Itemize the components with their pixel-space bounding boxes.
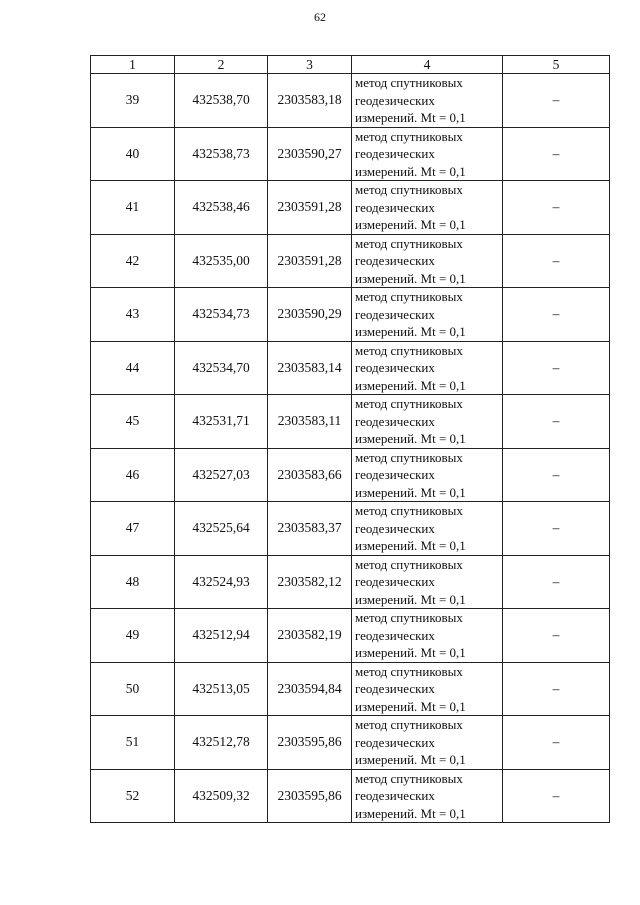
method-line: геодезических [355,92,435,108]
point-number-cell: 42 [91,234,175,288]
table-row [91,395,610,449]
method-line: геодезических [355,788,435,803]
method-line: измерений. Mt = 0,1 [355,270,466,286]
y-coordinate-cell: 2303582,12 [268,555,352,609]
table-row [91,769,610,823]
point-number-cell: 45 [91,395,175,449]
x-coordinate-cell: 432534,73 [175,288,268,342]
method-line: метод спутниковых [355,503,463,518]
method-cell [352,395,503,449]
method-cell [352,181,503,235]
x-coordinate-cell: 432524,93 [175,555,268,609]
y-coordinate-cell: 2303583,11 [268,395,352,449]
note-cell: – [503,769,610,823]
x-coordinate-cell: 432531,71 [175,395,268,449]
y-coordinate-cell: 2303591,28 [268,181,352,235]
note-cell: – [503,395,610,449]
table-row [91,74,610,128]
method-line: геодезических [355,467,435,482]
point-number-cell: 51 [91,716,175,770]
note-cell: – [503,234,610,288]
method-line: измерений. Mt = 0,1 [355,484,466,500]
point-number-cell: 41 [91,181,175,235]
table-row [91,716,610,770]
x-coordinate-cell: 432538,70 [175,74,268,128]
method-cell [352,341,503,395]
method-cell [352,448,503,502]
x-coordinate-cell: 432527,03 [175,448,268,502]
method-line: метод спутниковых [355,128,463,144]
table-row [91,502,610,556]
header-col-2: 2 [175,56,268,74]
method-line: измерений. Mt = 0,1 [355,538,466,553]
y-coordinate-cell: 2303590,27 [268,127,352,181]
note-cell: – [503,502,610,556]
table-header [91,56,610,74]
method-cell [352,609,503,663]
table-body [91,74,610,823]
point-number-cell: 52 [91,769,175,823]
y-coordinate-cell: 2303595,86 [268,769,352,823]
point-number-cell: 46 [91,448,175,502]
table-row [91,288,610,342]
note-cell: – [503,74,610,128]
note-cell: – [503,127,610,181]
method-line: геодезических [355,199,435,215]
x-coordinate-cell: 432538,73 [175,127,268,181]
y-coordinate-cell: 2303591,28 [268,234,352,288]
y-coordinate-cell: 2303583,37 [268,502,352,556]
method-cell [352,288,503,342]
y-coordinate-cell: 2303583,18 [268,74,352,128]
method-line: геодезических [355,734,435,750]
x-coordinate-cell: 432512,78 [175,716,268,770]
method-cell [352,127,503,181]
method-line: геодезических [355,253,435,268]
method-line: геодезических [355,360,435,375]
note-cell: – [503,448,610,502]
method-line: геодезических [355,627,435,643]
note-cell: – [503,181,610,235]
point-number-cell: 49 [91,609,175,663]
method-line: метод спутниковых [355,610,463,625]
table-row [91,341,610,395]
method-line: метод спутниковых [355,556,463,572]
method-line: метод спутниковых [355,182,463,197]
y-coordinate-cell: 2303594,84 [268,662,352,716]
method-line: измерений. Mt = 0,1 [355,217,466,232]
method-line: измерений. Mt = 0,1 [355,431,466,446]
note-cell: – [503,288,610,342]
x-coordinate-cell: 432538,46 [175,181,268,235]
method-line: метод спутниковых [355,289,463,304]
table-row [91,662,610,716]
table-row [91,234,610,288]
method-line: геодезических [355,413,435,429]
method-line: измерений. Mt = 0,1 [355,163,466,179]
header-row [91,56,610,74]
coordinates-table [90,55,610,823]
method-line: метод спутниковых [355,770,463,786]
note-cell: – [503,341,610,395]
method-cell [352,716,503,770]
note-cell: – [503,716,610,770]
x-coordinate-cell: 432525,64 [175,502,268,556]
table-row [91,127,610,181]
method-line: геодезических [355,520,435,536]
x-coordinate-cell: 432509,32 [175,769,268,823]
point-number-cell: 39 [91,74,175,128]
x-coordinate-cell: 432534,70 [175,341,268,395]
method-line: геодезических [355,146,435,161]
note-cell: – [503,662,610,716]
table-row [91,181,610,235]
method-line: измерений. Mt = 0,1 [355,752,466,767]
method-line: метод спутниковых [355,449,463,465]
x-coordinate-cell: 432513,05 [175,662,268,716]
method-line: геодезических [355,681,435,696]
method-line: метод спутниковых [355,663,463,679]
point-number-cell: 47 [91,502,175,556]
y-coordinate-cell: 2303583,66 [268,448,352,502]
y-coordinate-cell: 2303582,19 [268,609,352,663]
method-line: измерений. Mt = 0,1 [355,805,466,821]
method-line: метод спутниковых [355,75,463,90]
method-cell [352,769,503,823]
method-line: измерений. Mt = 0,1 [355,698,466,714]
method-line: измерений. Mt = 0,1 [355,645,466,660]
point-number-cell: 43 [91,288,175,342]
method-line: измерений. Mt = 0,1 [355,110,466,125]
point-number-cell: 50 [91,662,175,716]
method-line: метод спутниковых [355,717,463,732]
page-number: 62 [314,10,326,24]
note-cell: – [503,555,610,609]
method-cell [352,502,503,556]
y-coordinate-cell: 2303590,29 [268,288,352,342]
method-cell [352,555,503,609]
header-col-1: 1 [91,56,175,74]
y-coordinate-cell: 2303583,14 [268,341,352,395]
note-cell: – [503,609,610,663]
point-number-cell: 48 [91,555,175,609]
point-number-cell: 44 [91,341,175,395]
method-line: метод спутниковых [355,235,463,251]
method-line: измерений. Mt = 0,1 [355,377,466,393]
header-col-5: 5 [503,56,610,74]
table-row [91,448,610,502]
point-number-cell: 40 [91,127,175,181]
method-cell [352,74,503,128]
table-row [91,555,610,609]
x-coordinate-cell: 432535,00 [175,234,268,288]
y-coordinate-cell: 2303595,86 [268,716,352,770]
x-coordinate-cell: 432512,94 [175,609,268,663]
method-line: геодезических [355,306,435,322]
method-line: метод спутниковых [355,396,463,411]
header-col-3: 3 [268,56,352,74]
method-line: метод спутниковых [355,342,463,358]
method-cell [352,234,503,288]
header-col-4: 4 [352,56,503,74]
table-row [91,609,610,663]
method-line: измерений. Mt = 0,1 [355,324,466,339]
method-line: геодезических [355,574,435,589]
method-cell [352,662,503,716]
method-line: измерений. Mt = 0,1 [355,591,466,607]
